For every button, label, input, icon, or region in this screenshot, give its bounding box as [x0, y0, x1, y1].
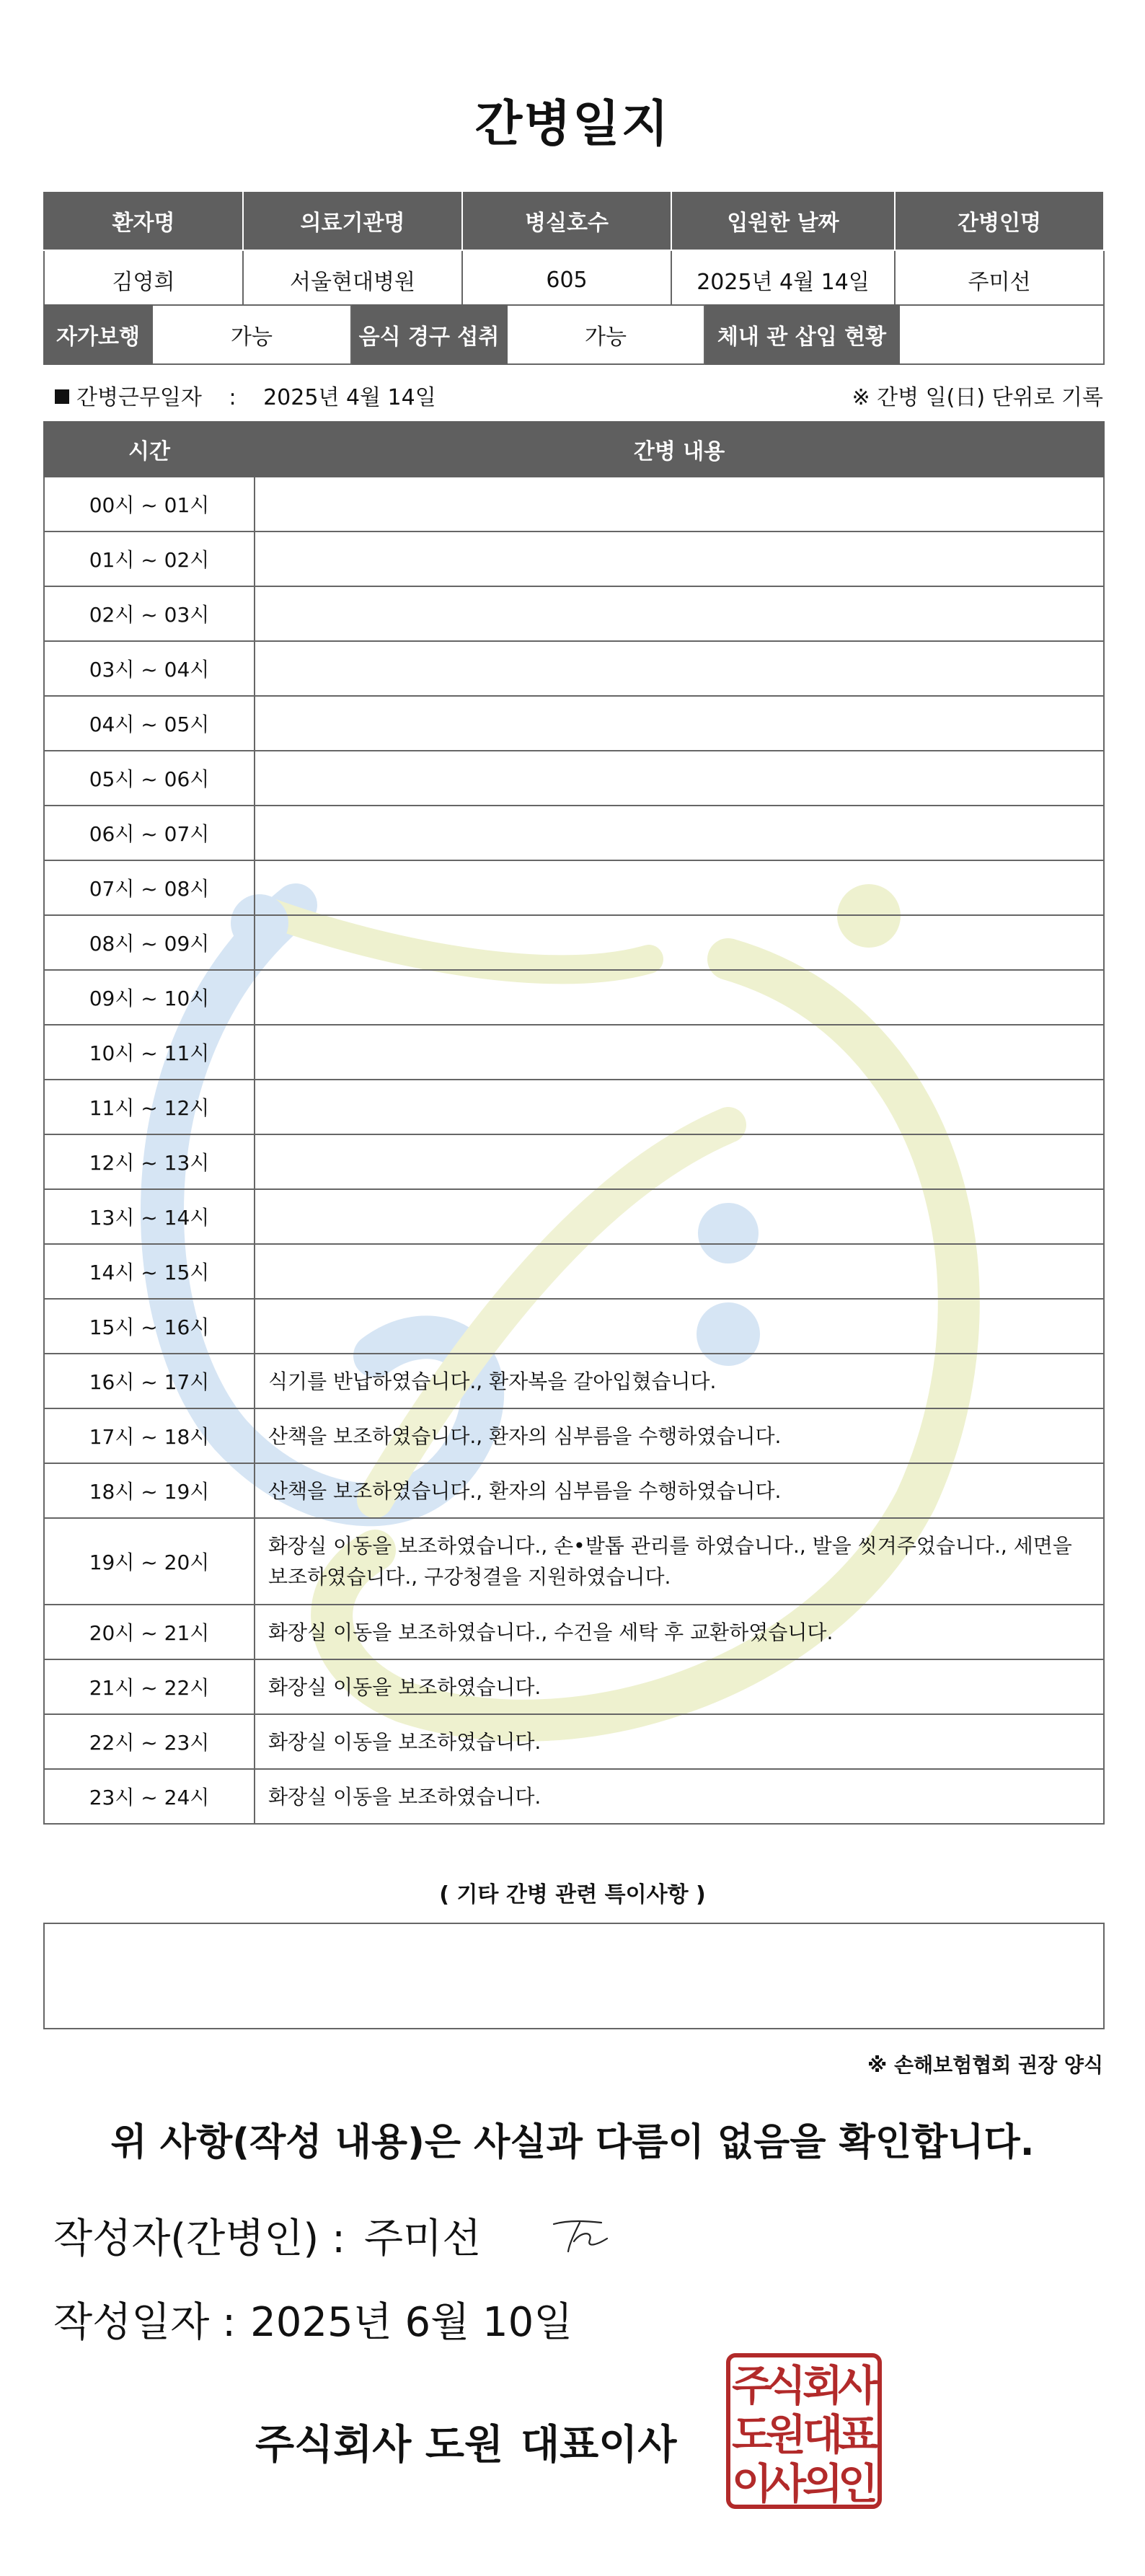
header-time: 시간 [44, 422, 255, 477]
meal-value: 가능 [507, 305, 704, 364]
care-log-table [43, 421, 1105, 1825]
work-date-value: 2025년 4월 14일 [263, 385, 436, 410]
log-time: 04시 ~ 05시 [44, 696, 255, 751]
care-log-row [44, 915, 1104, 970]
company-signoff [255, 2413, 676, 2471]
company-name: 주식회사 도원 [255, 2422, 504, 2469]
log-time: 18시 ~ 19시 [44, 1463, 255, 1518]
log-time: 05시 ~ 06시 [44, 751, 255, 806]
log-time: 14시 ~ 15시 [44, 1244, 255, 1299]
write-date: 2025년 6월 10일 [250, 2299, 573, 2346]
care-log-row [44, 1659, 1104, 1714]
header-admission-date: 입원한 날짜 [671, 191, 895, 250]
log-time: 16시 ~ 17시 [44, 1354, 255, 1408]
etc-title: ( 기타 간병 관련 특이사항 ) [439, 1882, 706, 1907]
log-content [255, 477, 1104, 531]
svg-text:대: 대 [802, 2410, 844, 2459]
log-content [255, 586, 1104, 641]
care-log-header-row [44, 422, 1104, 477]
log-content: 산책을 보조하였습니다., 환자의 심부름을 수행하였습니다. [255, 1463, 1104, 1518]
care-log-row [44, 1714, 1104, 1769]
care-log-row [44, 1463, 1104, 1518]
header-room: 병실호수 [462, 191, 671, 250]
svg-text:원: 원 [765, 2410, 807, 2459]
log-content [255, 915, 1104, 970]
log-content [255, 1244, 1104, 1299]
caregiver-name: 주미선 [895, 250, 1104, 309]
log-time: 02시 ~ 03시 [44, 586, 255, 641]
care-log-row [44, 1080, 1104, 1134]
care-log-row [44, 1299, 1104, 1354]
header-hospital: 의료기관명 [243, 191, 462, 250]
log-time: 10시 ~ 11시 [44, 1025, 255, 1080]
log-content [255, 1299, 1104, 1354]
walk-label: 자가보행 [44, 305, 152, 364]
care-log-row [44, 1354, 1104, 1408]
care-log-row [44, 1518, 1104, 1605]
patient-info-value-row [44, 250, 1104, 309]
patient-name: 김영희 [44, 250, 243, 309]
header-patient-name: 환자명 [44, 191, 243, 250]
log-content: 화장실 이동을 보조하였습니다. [255, 1714, 1104, 1769]
log-time: 15시 ~ 16시 [44, 1299, 255, 1354]
log-content: 화장실 이동을 보조하였습니다., 손•발톱 관리를 하였습니다., 발을 씻겨주었습니다., 세면을 보조하였습니다., 구강청결을 지원하였습니다. [255, 1518, 1104, 1605]
care-log-row [44, 586, 1104, 641]
log-time: 20시 ~ 21시 [44, 1605, 255, 1659]
confirmation-statement: 위 사항(작성 내용)은 사실과 다름이 없음을 확인합니다. [110, 2121, 1035, 2164]
unit-note: ※ 간병 일(日) 단위로 기록 [852, 385, 1103, 410]
log-time: 09시 ~ 10시 [44, 970, 255, 1025]
log-time: 13시 ~ 14시 [44, 1189, 255, 1244]
care-log-row [44, 1189, 1104, 1244]
care-log-row [44, 806, 1104, 860]
write-date-line [53, 2290, 572, 2348]
log-content [255, 1080, 1104, 1134]
svg-text:의: 의 [802, 2459, 844, 2508]
hospital-name: 서울현대병원 [243, 250, 462, 309]
care-log-row [44, 1769, 1104, 1824]
log-content [255, 531, 1104, 586]
log-content [255, 641, 1104, 696]
care-log-row [44, 696, 1104, 751]
walk-value: 가능 [152, 305, 351, 364]
log-time: 22시 ~ 23시 [44, 1714, 255, 1769]
care-log-row [44, 1244, 1104, 1299]
care-log-body [44, 477, 1104, 1824]
room-number: 605 [462, 250, 671, 309]
admission-date: 2025년 4월 14일 [671, 250, 895, 309]
etc-notes-box [43, 1923, 1105, 2029]
log-content [255, 1025, 1104, 1080]
author-name: 주미선 [363, 2215, 482, 2262]
svg-text:인: 인 [837, 2459, 879, 2508]
status-table [43, 304, 1105, 365]
header-caregiver: 간병인명 [895, 191, 1104, 250]
author-line [53, 2207, 481, 2264]
log-content [255, 806, 1104, 860]
care-log-row [44, 1605, 1104, 1659]
log-time: 00시 ~ 01시 [44, 477, 255, 531]
log-content: 화장실 이동을 보조하였습니다. [255, 1659, 1104, 1714]
patient-info-header-row [44, 191, 1104, 250]
author-label: 작성자(간병인) : [53, 2215, 345, 2262]
write-date-label: 작성일자 : [53, 2299, 236, 2346]
log-time: 08시 ~ 09시 [44, 915, 255, 970]
log-time: 03시 ~ 04시 [44, 641, 255, 696]
care-log-row [44, 751, 1104, 806]
care-log-row [44, 1408, 1104, 1463]
header-care-content: 간병 내용 [255, 422, 1104, 477]
svg-text:표: 표 [837, 2410, 879, 2459]
patient-info-table [43, 190, 1105, 310]
page-title: 간병일지 [474, 96, 671, 153]
svg-text:회: 회 [802, 2361, 844, 2410]
svg-text:사: 사 [765, 2459, 807, 2508]
meal-label: 음식 경구 섭취 [351, 305, 507, 364]
svg-text:도: 도 [731, 2410, 773, 2459]
care-log-row [44, 860, 1104, 915]
tube-value [899, 305, 1104, 364]
log-time: 23시 ~ 24시 [44, 1769, 255, 1824]
care-log-row [44, 477, 1104, 531]
log-time: 11시 ~ 12시 [44, 1080, 255, 1134]
log-time: 21시 ~ 22시 [44, 1659, 255, 1714]
work-date-label: 간병근무일자 [76, 385, 202, 410]
log-time: 06시 ~ 07시 [44, 806, 255, 860]
log-time: 01시 ~ 02시 [44, 531, 255, 586]
care-log-row [44, 531, 1104, 586]
log-time: 12시 ~ 13시 [44, 1134, 255, 1189]
work-date-separator: : [229, 385, 236, 410]
log-content: 식기를 반납하였습니다., 환자복을 갈아입혔습니다. [255, 1354, 1104, 1408]
care-log-row [44, 970, 1104, 1025]
tube-label: 체내 관 삽입 현황 [704, 305, 899, 364]
log-content: 산책을 보조하였습니다., 환자의 심부름을 수행하였습니다. [255, 1408, 1104, 1463]
svg-text:주: 주 [731, 2361, 773, 2410]
care-log-row [44, 641, 1104, 696]
log-content [255, 1189, 1104, 1244]
log-time: 19시 ~ 20시 [44, 1518, 255, 1605]
association-note: ※ 손해보험협회 권장 양식 [867, 2053, 1103, 2077]
log-content [255, 696, 1104, 751]
work-date [55, 379, 436, 411]
company-seal-stamp [725, 2352, 883, 2510]
square-bullet-icon [55, 389, 69, 404]
log-content: 화장실 이동을 보조하였습니다. [255, 1769, 1104, 1824]
log-content [255, 1134, 1104, 1189]
log-content [255, 970, 1104, 1025]
log-time: 07시 ~ 08시 [44, 860, 255, 915]
svg-text:이: 이 [731, 2459, 773, 2508]
svg-text:식: 식 [765, 2361, 807, 2410]
svg-text:사: 사 [837, 2361, 879, 2410]
care-log-row [44, 1025, 1104, 1080]
care-log-row [44, 1134, 1104, 1189]
ceo-title: 대표이사 [521, 2422, 677, 2469]
log-content: 화장실 이동을 보조하였습니다., 수건을 세탁 후 교환하였습니다. [255, 1605, 1104, 1659]
signature-image [548, 2214, 613, 2257]
log-content [255, 860, 1104, 915]
log-time: 17시 ~ 18시 [44, 1408, 255, 1463]
log-content [255, 751, 1104, 806]
